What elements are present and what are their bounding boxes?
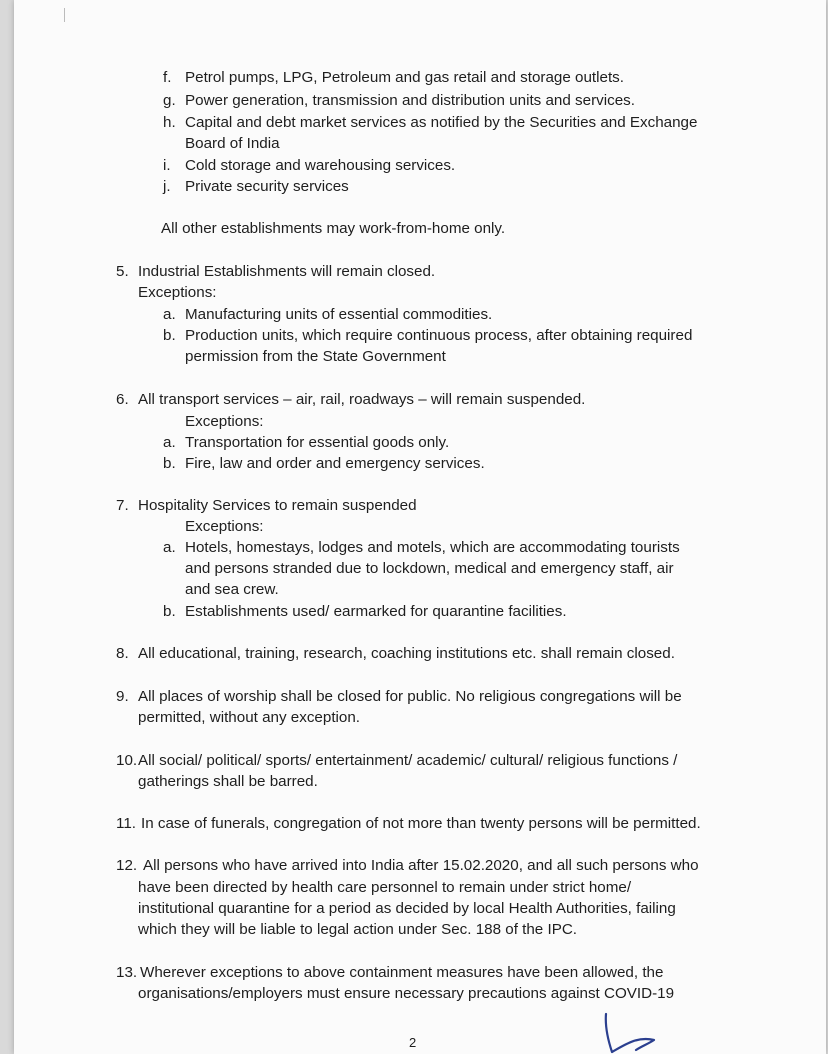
item-5b-text-cont: permission from the State Government [185, 348, 446, 365]
item-12-text: All persons who have arrived into India after 15.02.2020, and all such persons who [143, 857, 699, 874]
item-11-text: In case of funerals, congregation of not more than twenty persons will be permitted. [141, 815, 701, 832]
item-5a-text: Manufacturing units of essential commodities. [185, 306, 493, 323]
list-marker-f: f. [163, 69, 172, 86]
item-13-text-cont: organisations/employers must ensure necessary precautions against COVID-19 [138, 985, 675, 1002]
item-7b-text: Establishments used/ earmarked for quarantine facilities. [185, 603, 567, 620]
item-7a-text-cont: and persons stranded due to lockdown, medical and emergency staff, air [185, 560, 674, 577]
item-12-text-cont: have been directed by health care personnel to remain under strict home/ [138, 879, 632, 896]
item-9-text-cont: permitted, without any exception. [138, 709, 361, 726]
list-item-f: Petrol pumps, LPG, Petroleum and gas retail and storage outlets. [185, 69, 624, 86]
list-item-g: Power generation, transmission and distribution units and services. [185, 92, 635, 109]
item-7-exceptions-label: Exceptions: [185, 518, 264, 535]
list-item-i: Cold storage and warehousing services. [185, 157, 456, 174]
item-6a-marker: a. [163, 434, 176, 451]
list-item-j: Private security services [185, 178, 349, 195]
item-5-exceptions-label: Exceptions: [138, 284, 217, 301]
item-10-number: 10. [116, 752, 138, 769]
item-9-text: All places of worship shall be closed for public. No religious congregations will be [138, 688, 682, 705]
wfh-note: All other establishments may work-from-home only. [161, 220, 506, 237]
item-8-number: 8. [116, 645, 129, 662]
item-5-number: 5. [116, 263, 129, 280]
list-marker-h: h. [163, 114, 176, 131]
item-5a-marker: a. [163, 306, 176, 323]
item-7a-text-cont-2: and sea crew. [185, 581, 279, 598]
item-11-number: 11. [116, 815, 136, 832]
item-6-text: All transport services – air, rail, roadways – will remain suspended. [138, 391, 586, 408]
item-7b-marker: b. [163, 603, 176, 620]
item-9-number: 9. [116, 688, 129, 705]
item-6b-text: Fire, law and order and emergency services. [185, 455, 485, 472]
item-6b-marker: b. [163, 455, 176, 472]
item-7a-marker: a. [163, 539, 176, 556]
item-7-number: 7. [116, 497, 129, 514]
list-marker-g: g. [163, 92, 176, 109]
item-7a-text: Hotels, homestays, lodges and motels, which are accommodating tourists [185, 539, 680, 556]
list-marker-i: i. [163, 157, 171, 174]
scan-mark [64, 8, 65, 22]
list-item-h-cont: Board of India [185, 135, 280, 152]
item-10-text-cont: gatherings shall be barred. [138, 773, 318, 790]
item-5-text: Industrial Establishments will remain closed. [138, 263, 436, 280]
item-5b-text: Production units, which require continuous process, after obtaining required [185, 327, 693, 344]
item-10-text: All social/ political/ sports/ entertainment/ academic/ cultural/ religious functions / [138, 752, 678, 769]
item-6-exceptions-label: Exceptions: [185, 413, 264, 430]
item-5b-marker: b. [163, 327, 176, 344]
page-number: 2 [409, 1035, 417, 1050]
item-12-text-cont-2: institutional quarantine for a period as decided by local Health Authorities, failing [138, 900, 676, 917]
item-6a-text: Transportation for essential goods only. [185, 434, 450, 451]
item-12-text-cont-3: which they will be liable to legal action under Sec. 188 of the IPC. [138, 921, 578, 938]
item-7-text: Hospitality Services to remain suspended [138, 497, 417, 514]
item-13-text: Wherever exceptions to above containment measures have been allowed, the [140, 964, 664, 981]
list-item-h: Capital and debt market services as notified by the Securities and Exchange [185, 114, 698, 131]
item-8-text: All educational, training, research, coaching institutions etc. shall remain closed. [138, 645, 675, 662]
item-6-number: 6. [116, 391, 129, 408]
signature-mark [596, 1010, 666, 1054]
item-13-number: 13. [116, 964, 138, 981]
item-12-number: 12. [116, 857, 138, 874]
list-marker-j: j. [163, 178, 171, 195]
